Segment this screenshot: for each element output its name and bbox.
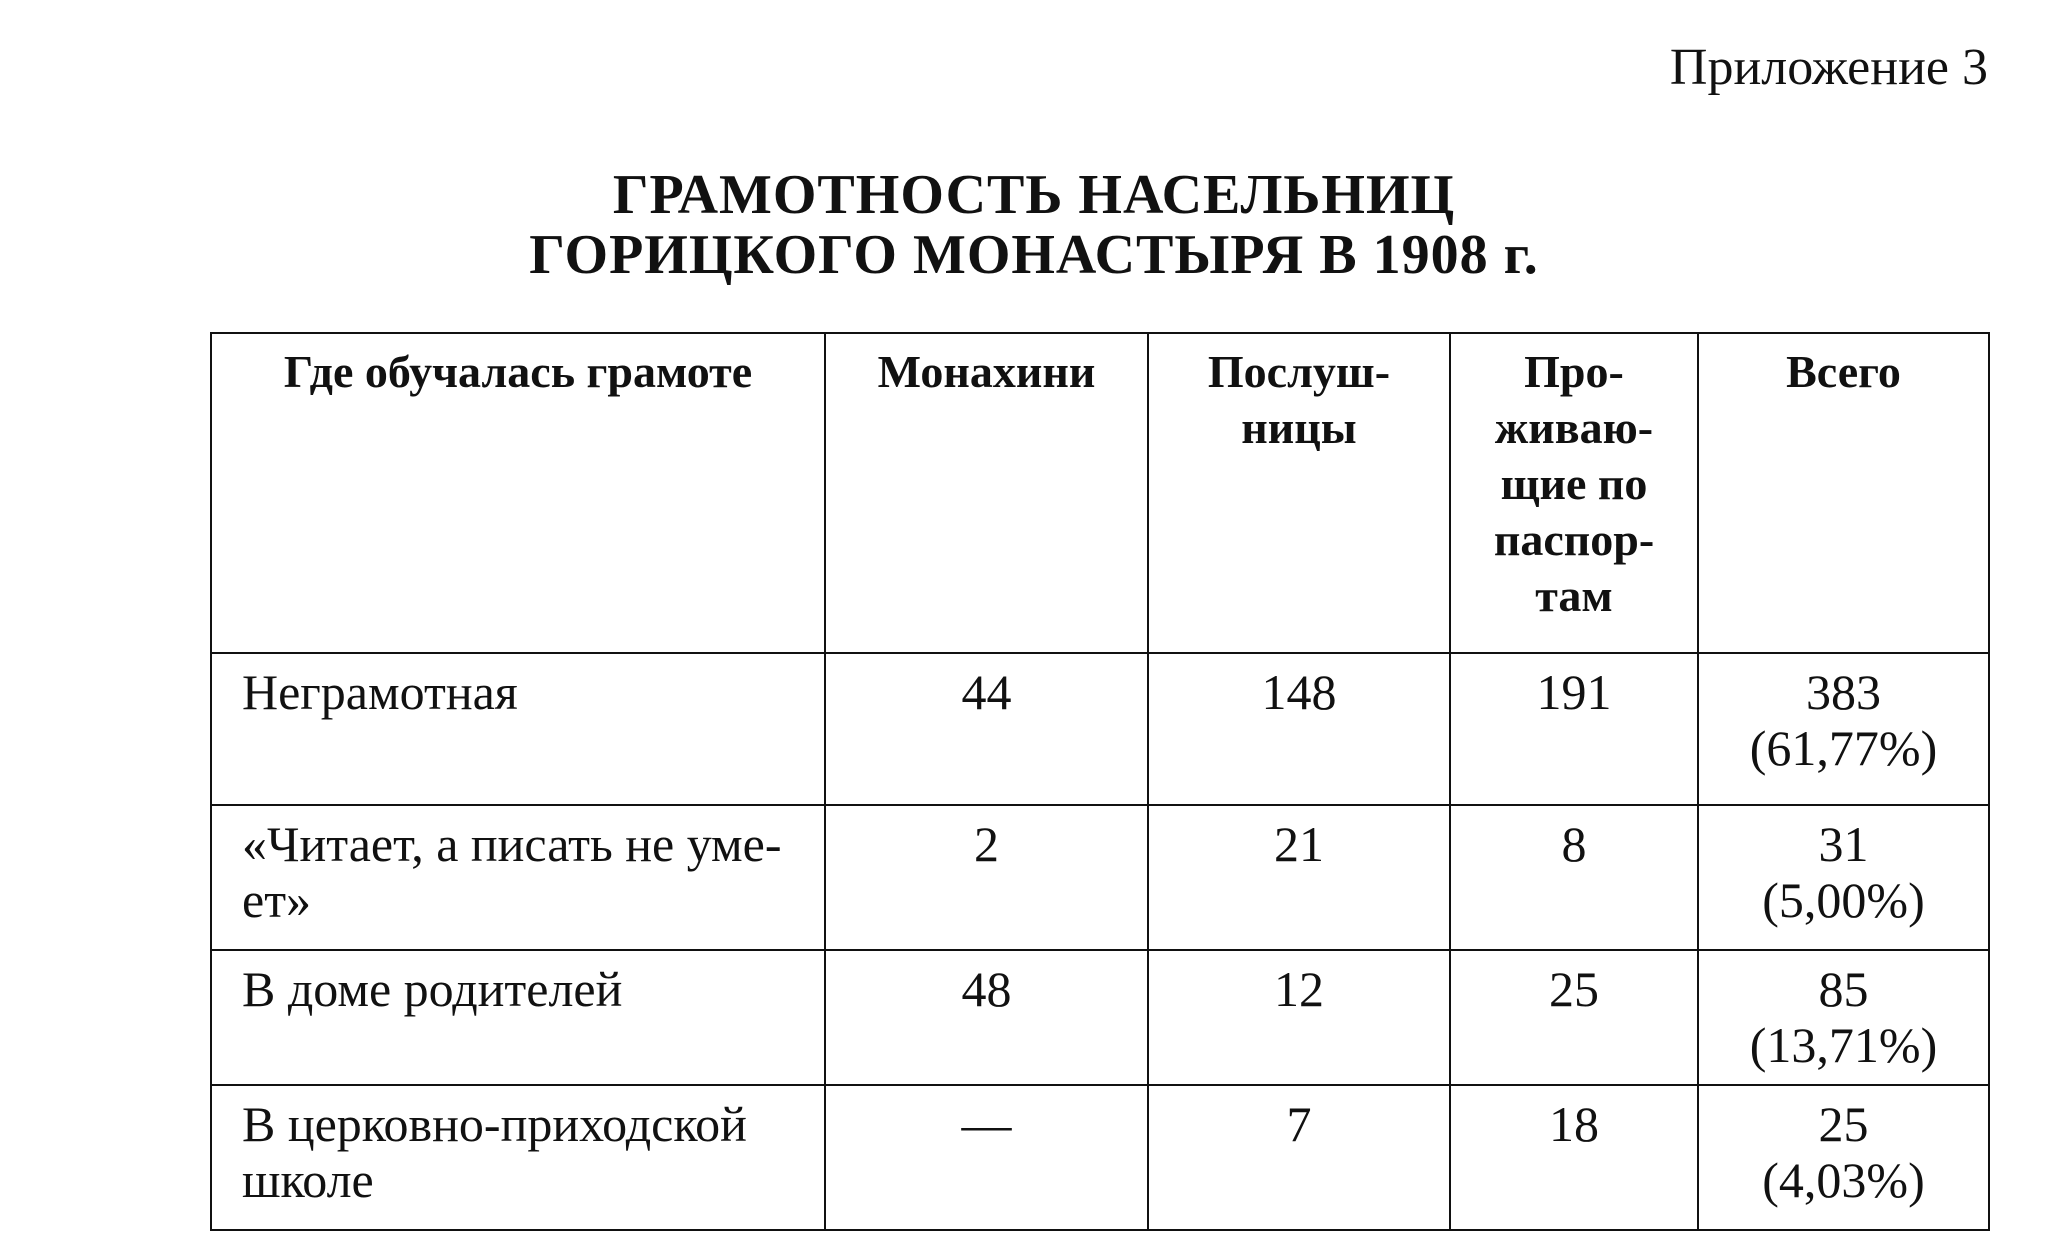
total-cell xyxy=(1698,805,1989,950)
header-nuns: Монахини xyxy=(825,333,1148,653)
nuns-value: 2 xyxy=(825,805,1148,950)
total-percent: (4,03%) xyxy=(1762,1152,1925,1208)
novices-value: 148 xyxy=(1148,653,1450,805)
total-cell xyxy=(1698,1085,1989,1230)
row-label: Неграмотная xyxy=(211,653,825,805)
row-label: «Читает, а писать не уме-ет» xyxy=(211,805,825,950)
nuns-value: — xyxy=(825,1085,1148,1230)
total-percent: (13,71%) xyxy=(1749,1017,1938,1073)
total-cell xyxy=(1698,950,1989,1085)
header-passport-residents: Про- живаю- щие по паспор- там xyxy=(1450,333,1698,653)
total-value: 25 xyxy=(1818,1096,1869,1152)
passport-value: 25 xyxy=(1450,950,1698,1085)
title-line-2: ГОРИЦКОГО МОНАСТЫРЯ В 1908 г. xyxy=(529,224,1539,286)
table-header-row xyxy=(211,333,1989,653)
table-row xyxy=(211,805,1989,950)
passport-value: 191 xyxy=(1450,653,1698,805)
total-value: 383 xyxy=(1806,664,1881,720)
passport-value: 8 xyxy=(1450,805,1698,950)
novices-value: 21 xyxy=(1148,805,1450,950)
title-line-1: ГРАМОТНОСТЬ НАСЕЛЬНИЦ xyxy=(612,164,1456,226)
header-where-learned: Где обучалась грамоте xyxy=(211,333,825,653)
nuns-value: 44 xyxy=(825,653,1148,805)
table-row xyxy=(211,653,1989,805)
novices-value: 12 xyxy=(1148,950,1450,1085)
table-row xyxy=(211,950,1989,1085)
total-cell xyxy=(1698,653,1989,805)
row-label: В церковно-приходской школе xyxy=(211,1085,825,1230)
table-row xyxy=(211,1085,1989,1230)
novices-value: 7 xyxy=(1148,1085,1450,1230)
total-percent: (5,00%) xyxy=(1762,872,1925,928)
row-label: В доме родителей xyxy=(211,950,825,1085)
literacy-table xyxy=(210,332,1990,1231)
total-percent: (61,77%) xyxy=(1749,720,1938,776)
nuns-value: 48 xyxy=(825,950,1148,1085)
total-value: 85 xyxy=(1818,961,1869,1017)
header-novices: Послуш- ницы xyxy=(1148,333,1450,653)
passport-value: 18 xyxy=(1450,1085,1698,1230)
total-value: 31 xyxy=(1818,816,1869,872)
appendix-label: Приложение 3 xyxy=(1669,39,1988,96)
header-total: Всего xyxy=(1698,333,1989,653)
document-title xyxy=(0,165,2068,285)
